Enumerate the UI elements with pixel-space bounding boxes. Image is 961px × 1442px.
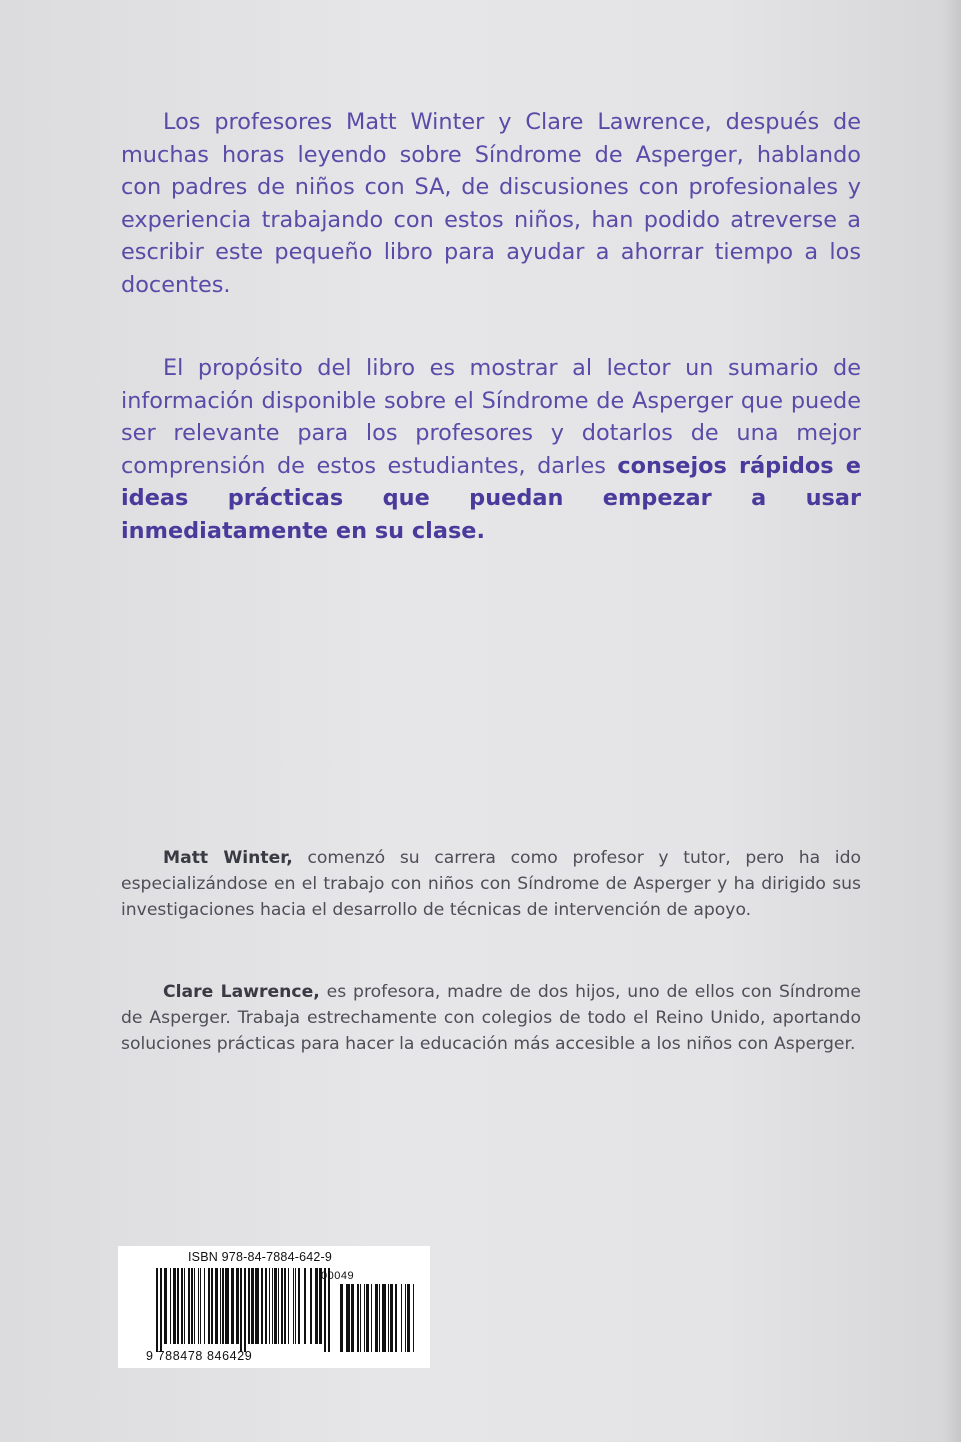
barcode-bar (346, 1284, 350, 1352)
barcode-bar (191, 1268, 193, 1344)
barcode-bar (360, 1284, 361, 1352)
isbn-label: ISBN 978-84-7884-642-9 (188, 1250, 333, 1264)
barcode-bar (194, 1268, 195, 1344)
blurb-paragraph-1 (121, 106, 861, 302)
barcode-bar (236, 1268, 239, 1344)
barcode-bar (274, 1268, 277, 1344)
barcode-bar (231, 1268, 234, 1344)
barcode-bar (295, 1268, 296, 1344)
blurb-paragraph-2-bold: consejos rápidos e ideas prácticas que puedan empezar a usar inmediatamente en su clase. (121, 452, 861, 544)
barcode-guard-bar (244, 1268, 246, 1352)
barcode-bar (251, 1268, 254, 1344)
barcode-bar (269, 1268, 270, 1344)
blurb-paragraph-2-text: El propósito del libro es mostrar al lector un sumario de información disponible sobre el Síndrome de Asperger que puede ser relevante para los profesores y dotarlos de una mejor comprensión de estos estudiantes, darles (121, 355, 861, 479)
barcode-bar (382, 1284, 386, 1352)
barcode-bar (261, 1268, 263, 1344)
barcode-bar (288, 1268, 289, 1344)
author-bio-winter (121, 845, 861, 924)
barcode-bar (357, 1284, 359, 1352)
barcode-guard-bar (240, 1268, 242, 1352)
barcode-addon-number: 00049 (321, 1270, 355, 1282)
barcode-bar (211, 1268, 213, 1344)
barcode-bar (310, 1268, 312, 1344)
barcode-bar (390, 1284, 393, 1352)
barcode (118, 1246, 430, 1368)
barcode-bar (198, 1268, 199, 1344)
author-bio-winter-text: comenzó su carrera como profesor y tutor, pero ha ido especializándose en el trabajo con niños con Síndrome de Asperger y ha dirigido sus investigaciones hacia el desarrollo de técnicas de intervención de apoyo. (121, 848, 861, 921)
barcode-bar (164, 1268, 167, 1344)
barcode-bar (248, 1268, 250, 1344)
barcode-bar (278, 1268, 279, 1344)
barcode-bar (351, 1284, 354, 1352)
barcode-bar (284, 1268, 286, 1344)
barcode-bar (364, 1284, 365, 1352)
barcode-bar (215, 1268, 218, 1344)
barcode-bar (188, 1268, 190, 1344)
barcode-bar (265, 1268, 267, 1344)
barcode-bar (173, 1268, 176, 1344)
barcode-bar (375, 1284, 378, 1352)
author-bio-lawrence (121, 979, 861, 1058)
barcode-bar (407, 1284, 410, 1352)
author-name-winter: Matt Winter, (163, 848, 293, 868)
barcode-bar (379, 1284, 380, 1352)
barcode-bar (170, 1268, 171, 1344)
barcode-bar (293, 1268, 294, 1344)
author-bio-lawrence-text: es profesora, madre de dos hijos, uno de ellos con Síndrome de Asperger. Trabaja estrechamente con colegios de todo el Reino Unido, aportando soluciones prácticas para hacer la educación más accesible a los niños con Asperger. (121, 982, 861, 1055)
barcode-bar (371, 1284, 372, 1352)
barcode-bar (204, 1268, 205, 1344)
barcode-bar (388, 1284, 389, 1352)
barcode-bar (401, 1284, 402, 1352)
barcode-guard-bar (160, 1268, 162, 1352)
barcode-bar (405, 1284, 406, 1352)
barcode-guard-bar (156, 1268, 158, 1352)
barcode-bar (225, 1268, 229, 1344)
barcode-bar (413, 1284, 414, 1352)
author-name-lawrence: Clare Lawrence, (163, 982, 320, 1002)
barcode-bar (181, 1268, 183, 1344)
barcode-bar (315, 1268, 318, 1344)
barcode-bar (340, 1284, 343, 1352)
barcode-bar (200, 1268, 201, 1344)
barcode-bar (208, 1268, 210, 1344)
barcode-bar (281, 1268, 283, 1344)
barcode-bar (177, 1268, 179, 1344)
barcode-ean-number: 9 788478 846429 (146, 1349, 253, 1363)
barcode-bar (255, 1268, 259, 1344)
barcode-bar (366, 1284, 369, 1352)
barcode-bar (184, 1268, 185, 1344)
barcode-bar (298, 1268, 300, 1344)
barcode-bar (220, 1268, 221, 1344)
blurb-paragraph-1-text: Los profesores Matt Winter y Clare Lawrence, después de muchas horas leyendo sobre Síndrome de Asperger, hablando con padres de niños con SA, de discusiones con profesionales y experiencia trabajando con estos niños, han podido atreverse a escribir este pequeño libro para ayudar a ahorrar tiempo a los docentes. (121, 109, 861, 298)
barcode-bar (395, 1284, 397, 1352)
barcode-bar (272, 1268, 273, 1344)
blurb-paragraph-2 (121, 352, 861, 548)
barcode-bar (304, 1268, 306, 1344)
barcode-bar (222, 1268, 224, 1344)
